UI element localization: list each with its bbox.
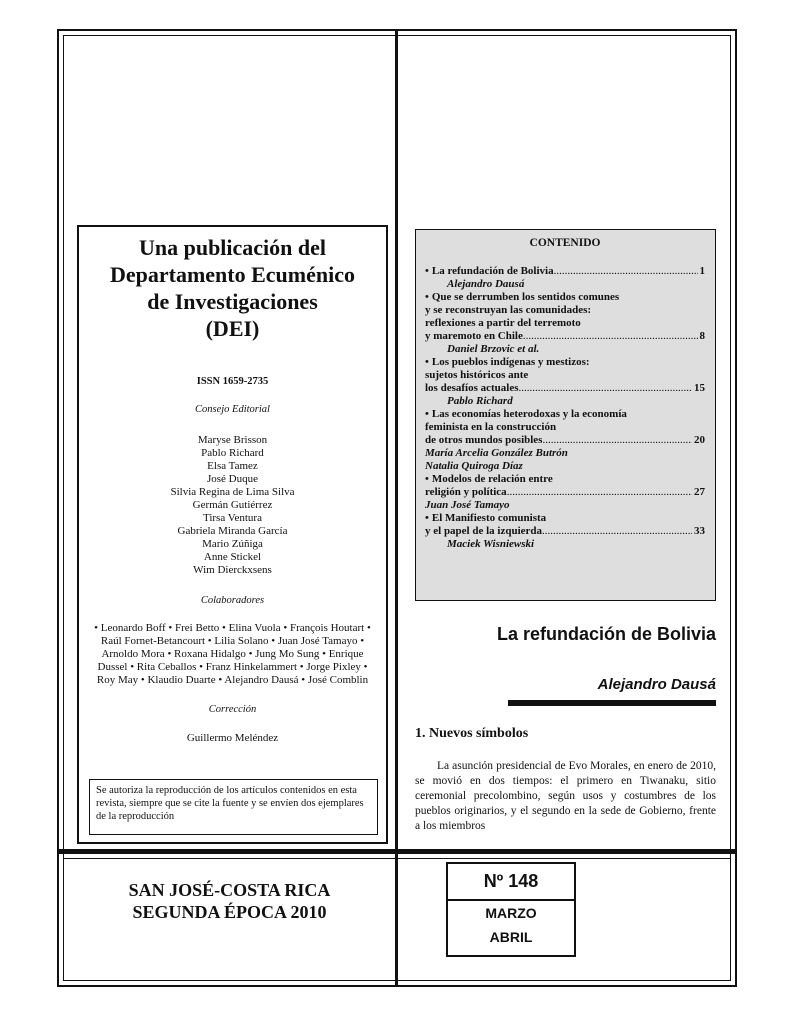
contents-entry-title: reflexiones a partir del terremoto	[425, 317, 581, 329]
consejo-label: Consejo Editorial	[195, 404, 270, 415]
contents-entry-line	[425, 525, 705, 538]
leader-dots	[554, 265, 698, 278]
publication-location	[66, 879, 393, 923]
publication-title-line: de Investigaciones	[147, 289, 318, 314]
column-divider	[395, 29, 398, 987]
bullet-icon: •	[425, 512, 429, 524]
member-name: Elsa Tamez	[207, 460, 258, 472]
leader-dots	[507, 486, 692, 499]
consejo-members	[79, 434, 386, 577]
contents-entry-author: Pablo Richard	[447, 395, 513, 407]
contents-entry-line	[425, 382, 705, 395]
contents-entry-title: • Modelos de relación entre	[425, 473, 553, 485]
contents-entry-title: y el papel de la izquierda	[425, 525, 543, 537]
bullet-icon: •	[425, 473, 429, 485]
contents-box	[415, 229, 716, 601]
contents-entry-line	[425, 434, 705, 447]
member-name: Silvia Regina de Lima Silva	[170, 486, 295, 498]
contents-entry-author: María Arcelia González Butrón	[425, 447, 568, 459]
contents-entry-author: Daniel Brzovic et al.	[447, 343, 540, 355]
contents-entry[interactable]	[425, 265, 705, 291]
publication-info-box	[77, 225, 388, 844]
member-name: Maryse Brisson	[197, 434, 268, 446]
leader-dots	[542, 525, 692, 538]
contents-entry-title: feminista en la construcción	[425, 421, 557, 433]
leader-dots	[519, 382, 693, 395]
publication-title-line: Una publicación del	[138, 235, 327, 260]
issue-month: ABRIL	[489, 929, 533, 945]
footer-divider-thin	[63, 858, 731, 859]
contents-entry-line	[425, 486, 705, 499]
contents-entry[interactable]	[425, 291, 705, 356]
contents-entry-title: • Que se derrumben los sentidos comunes	[425, 291, 620, 303]
contents-entry-author: Natalia Quiroga Díaz	[425, 460, 523, 472]
contents-entry-title: de otros mundos posibles	[425, 434, 543, 446]
location-line: SEGUNDA ÉPOCA 2010	[132, 902, 327, 922]
bullet-icon: •	[425, 291, 429, 303]
contents-entry-author: Juan José Tamayo	[425, 499, 510, 511]
author-rule	[508, 700, 716, 706]
article-title: La refundación de Bolivia	[496, 624, 716, 644]
issue-number: Nº 148	[448, 864, 574, 901]
page-number: 1	[699, 265, 705, 277]
member-name: Tirsa Ventura	[203, 512, 262, 524]
colaboradores-label: Colaboradores	[200, 595, 265, 606]
member-name: Germán Gutiérrez	[192, 499, 273, 511]
contents-entry-line	[425, 330, 705, 343]
section-heading: 1. Nuevos símbolos	[415, 726, 529, 741]
contents-entry[interactable]	[425, 512, 705, 551]
contents-entry-author: Alejandro Dausá	[447, 278, 525, 290]
issn: ISSN 1659-2735	[196, 376, 269, 387]
contents-entry-line	[425, 265, 705, 278]
contents-entry-title: • El Manifiesto comunista	[425, 512, 547, 524]
member-name: Mario Zúñiga	[202, 538, 263, 550]
contents-entry-title: y se reconstruyan las comunidades:	[425, 304, 592, 316]
contents-entry-title: • Las economías heterodoxas y la economía	[425, 408, 627, 420]
contents-entry-title: • Los pueblos indígenas y mestizos:	[425, 356, 590, 368]
contents-entry[interactable]	[425, 356, 705, 408]
contents-entry-title: y maremoto en Chile	[425, 330, 523, 342]
bullet-icon: •	[425, 408, 429, 420]
contents-entry-title: los desafíos actuales	[425, 382, 519, 394]
member-name: Gabriela Miranda García	[177, 525, 288, 537]
publication-title-line: (DEI)	[205, 316, 260, 341]
member-name: José Duque	[206, 473, 259, 485]
article-body: La asunción presidencial de Evo Morales, en enero de 2010, se movió en dos tiempos: el primero en Tiwanaku, sitio ceremonial precolombino, según usos y costumbres de los pueblos originarios, y el segundo en la sede de Gobierno, frente a los miembros	[415, 760, 716, 832]
contents-entry-title: • La refundación de Bolivia	[425, 265, 554, 277]
page-number: 33	[694, 525, 705, 537]
contents-entry[interactable]	[425, 473, 705, 512]
issue-month: MARZO	[485, 905, 537, 921]
publication-title	[79, 234, 386, 342]
leader-dots	[523, 330, 698, 343]
bullet-icon: •	[425, 356, 429, 368]
correccion-label: Corrección	[208, 704, 257, 715]
corrector-name: Guillermo Meléndez	[186, 732, 279, 744]
article-author: Alejandro Dausá	[597, 676, 716, 693]
member-name: Anne Stickel	[203, 551, 262, 563]
issue-box	[446, 862, 576, 957]
page-number: 8	[699, 330, 705, 342]
member-name: Pablo Richard	[201, 447, 264, 459]
page-number: 20	[694, 434, 705, 446]
page-number: 15	[694, 382, 705, 394]
permission-notice: Se autoriza la reproducción de los artículos contenidos en esta revista, siempre que se cite la fuente y se envíen dos ejemplares de la reproducción	[89, 779, 378, 835]
location-line: SAN JOSÉ-COSTA RICA	[128, 880, 331, 900]
contents-entry-author: Maciek Wisniewski	[447, 538, 535, 550]
contents-entry-title: religión y política	[425, 486, 507, 498]
contents-entry[interactable]	[425, 408, 705, 473]
member-name: Wim Dierckxsens	[193, 564, 272, 576]
contents-title: CONTENIDO	[529, 237, 601, 249]
footer-divider	[57, 849, 737, 854]
page-number: 27	[694, 486, 705, 498]
publication-title-line: Departamento Ecuménico	[109, 262, 355, 287]
colaboradores-list: • Leonardo Boff • Frei Betto • Elina Vuola • François Houtart • Raúl Fornet-Betancourt • Lilia Solano • Juan José Tamayo • Arnoldo Mora • Roxana Hidalgo • Jung Mo Sung • Enrique Dussel • Rita Ceballos • Franz Hinkelammert • Jorge Pixley • Roy May • Klaudio Duarte • Alejandro Dausá • José Comblin	[94, 622, 371, 686]
contents-entries	[425, 265, 705, 551]
contents-entry-title: sujetos históricos ante	[425, 369, 529, 381]
leader-dots	[542, 434, 692, 447]
bullet-icon: •	[425, 265, 429, 277]
